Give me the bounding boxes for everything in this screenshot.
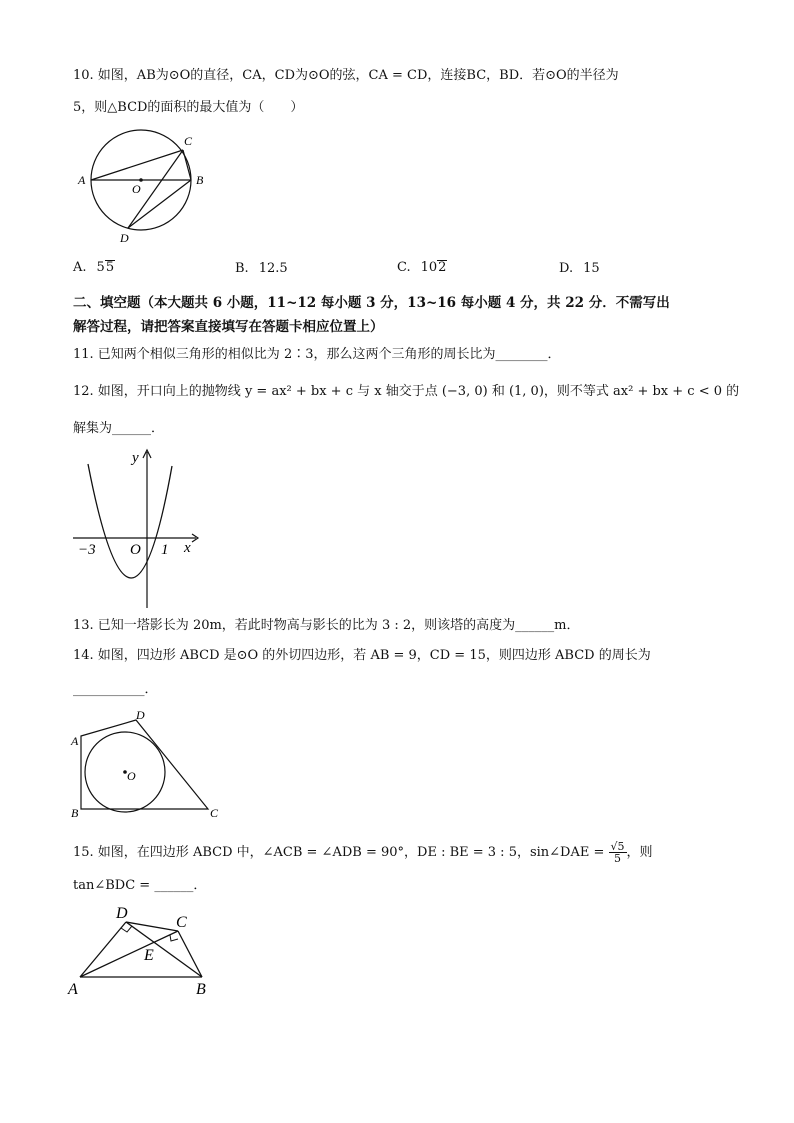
q10-option-a[interactable]	[73, 260, 115, 275]
q10-line1: 10. 如图，AB为⊙O的直径，CA，CD为⊙O的弦，CA = CD，连接BC，BD．若⊙O的半径为	[73, 68, 619, 83]
option-c-label: C.	[397, 260, 411, 275]
q12-label-neg3: −3	[78, 542, 96, 558]
option-a-radicand: 5	[105, 260, 115, 275]
q14-tangential-quadrilateral-figure	[68, 705, 228, 820]
q14-line1: 14. 如图，四边形 ABCD 是⊙O 的外切四边形，若 AB = 9，CD = 15，则四边形 ABCD 的周长为	[73, 648, 651, 663]
q12-label-o: O	[130, 542, 141, 558]
option-a-coef: 5	[96, 260, 105, 275]
q10-label-b: B	[196, 173, 204, 187]
option-c-radicand: 2	[438, 260, 447, 275]
q12-label-y: y	[132, 450, 139, 466]
q12-label-one: 1	[161, 542, 169, 558]
q10-label-a: A	[78, 173, 86, 187]
q15-sin-fraction	[609, 841, 627, 864]
option-b-text: 12.5	[258, 261, 288, 276]
q10-label-o: O	[132, 182, 141, 196]
q15-label-e: E	[144, 947, 154, 964]
q14-label-b: B	[71, 806, 79, 820]
q15-fraction-numerator: √5	[610, 840, 625, 853]
q15-quadrilateral-figure	[68, 900, 228, 1000]
q10-option-d[interactable]	[559, 261, 600, 276]
q10-option-b[interactable]	[235, 261, 288, 276]
q12-label-x: x	[184, 540, 191, 556]
q10-option-c[interactable]	[397, 260, 447, 275]
q15-fraction-denominator: 5	[614, 852, 622, 865]
q15-label-a: A	[68, 981, 78, 998]
q12-parabola-figure	[68, 446, 208, 611]
option-a-label: A.	[73, 260, 87, 275]
section2-heading-line1: 二、填空题（本大题共 6 小题，11~12 每小题 3 分，13~16 每小题 4 分，共 22 分．不需写出	[73, 295, 670, 311]
q14-label-d: D	[136, 708, 145, 722]
q15-line2: tan∠BDC = ______．	[73, 878, 207, 893]
option-b-label: B.	[235, 261, 249, 276]
q15-line1-tail: ，则	[626, 845, 653, 860]
option-d-label: D.	[559, 261, 574, 276]
q15-label-b: B	[196, 981, 206, 998]
q10-label-c: C	[184, 134, 193, 148]
section2-heading-line2: 解答过程，请把答案直接填写在答题卡相应位置上）	[73, 319, 384, 335]
q15-line1-text: 15. 如图，在四边形 ABCD 中，∠ACB = ∠ADB = 90°，DE : BE = 3 : 5，sin∠DAE =	[73, 845, 605, 860]
q15-label-d: D	[116, 905, 128, 922]
q13-text: 13. 已知一塔影长为 20m，若此时物高与影长的比为 3 : 2，则该塔的高度为______m．	[73, 618, 580, 633]
option-d-text: 15	[583, 261, 600, 276]
option-c-coef: 10	[420, 260, 438, 275]
q14-label-c: C	[210, 806, 219, 820]
q12-line1: 12. 如图，开口向上的抛物线 y = ax² + bx + c 与 x 轴交于点 (−3, 0) 和 (1, 0)，则不等式 ax² + bx + c < 0 的	[73, 384, 740, 399]
q12-line2: 解集为______．	[73, 421, 165, 436]
q10-circle-figure	[70, 130, 220, 245]
q14-label-a: A	[71, 734, 79, 748]
q14-line2: ___________．	[73, 682, 158, 697]
q14-label-o: O	[127, 769, 136, 783]
q11-text: 11. 已知两个相似三角形的相似比为 2∶3，那么这两个三角形的周长比为________．	[73, 347, 561, 362]
q10-label-d: D	[120, 231, 129, 245]
q10-line2: 5，则△BCD的面积的最大值为（ ）	[73, 100, 304, 115]
q15-line1	[73, 841, 653, 864]
q15-label-c: C	[176, 914, 187, 931]
